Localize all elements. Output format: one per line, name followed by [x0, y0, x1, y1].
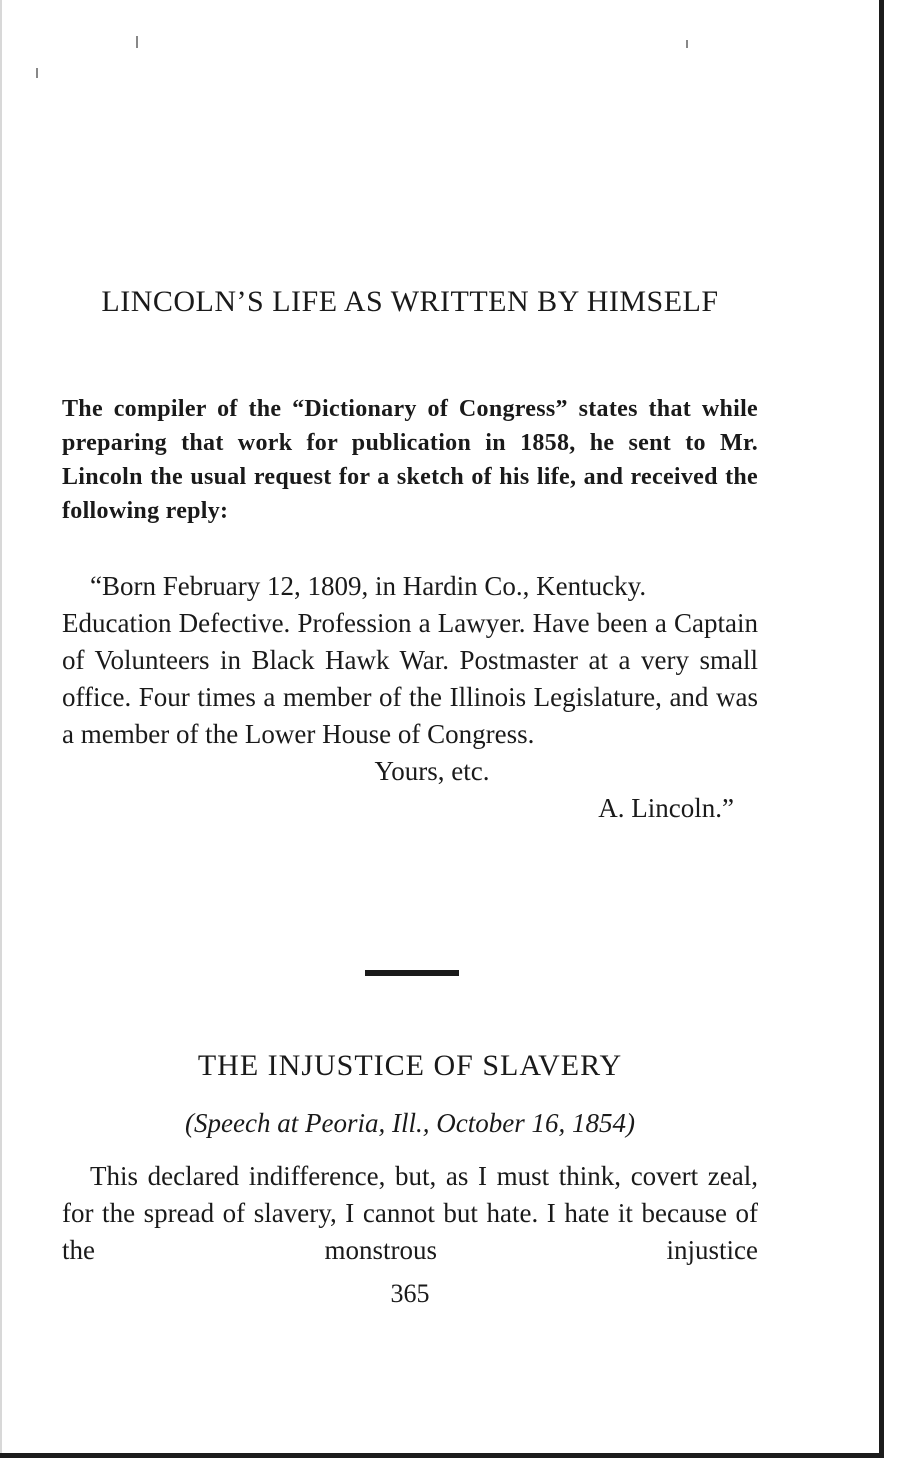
page-number: 365 — [390, 1279, 430, 1308]
page-edge — [0, 0, 2, 1453]
section-subtitle: (Speech at Peoria, Ill., October 16, 1854) — [185, 1108, 635, 1138]
quote-body: Education Defective. Profession a Lawyer. Have been a Captain of Volunteers in Black Hawk War. Postmaster at a very small office. Four times a member of the Illinois Legislature, and was a member of the Lower House of Congress. — [62, 608, 758, 749]
section-title: LINCOLN’S LIFE AS WRITTEN BY HIMSELF — [101, 285, 719, 318]
speech-paragraph: This declared indifference, but, as I must think, covert zeal, for the spread of slavery, I cannot but hate. I hate it because of the monstrous injustice — [62, 1161, 758, 1265]
section-divider — [365, 970, 459, 976]
section-title-2: THE INJUSTICE OF SLAVERY — [197, 1049, 623, 1082]
letter-signature: A. Lincoln.” — [598, 793, 734, 823]
letter-quote — [62, 568, 758, 827]
intro-paragraph: The compiler of the “Dictionary of Congress” states that while preparing that work for publication in 1858, he sent to Mr. Lincoln the usual request for a sketch of his life, and received the following reply: — [62, 396, 758, 524]
quote-first-line: “Born February 12, 1809, in Hardin Co., Kentucky. — [90, 571, 647, 601]
letter-closing: Yours, etc. — [374, 756, 490, 786]
